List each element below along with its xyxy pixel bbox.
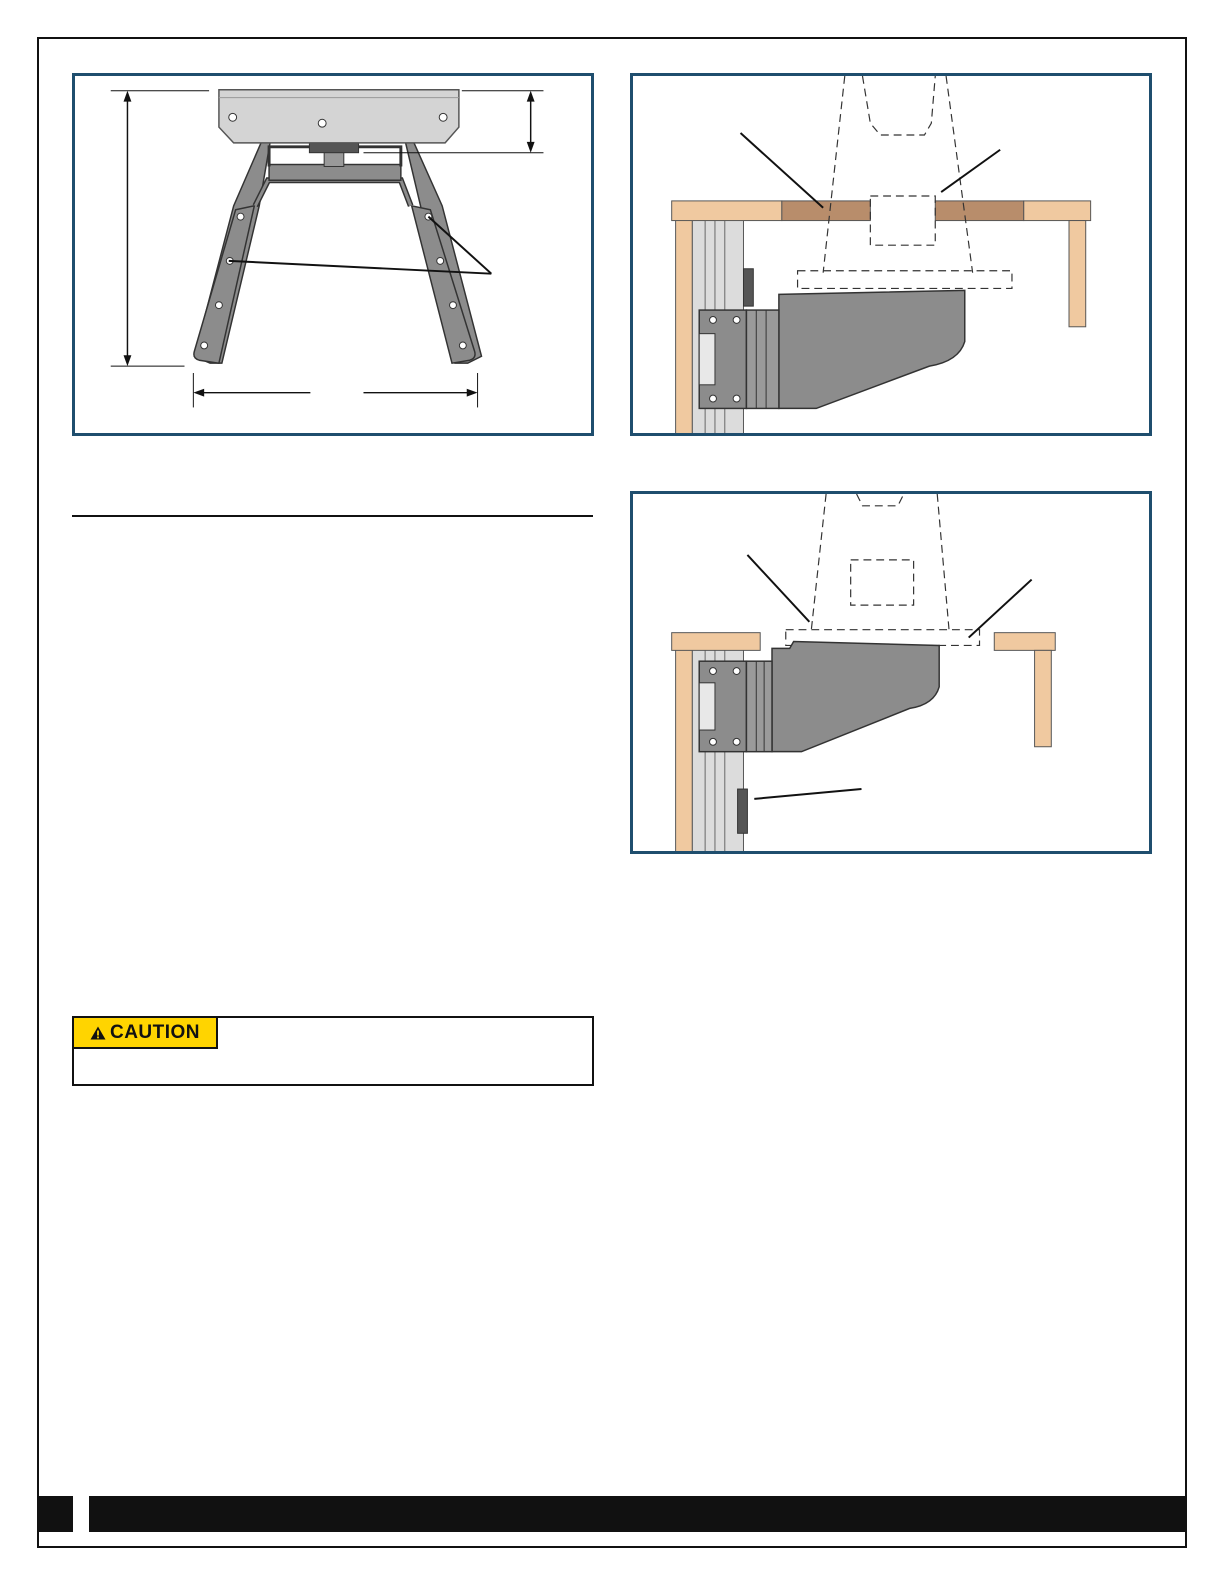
table-leg xyxy=(1035,650,1052,746)
leg-hole xyxy=(215,302,222,309)
leader-line xyxy=(741,133,824,208)
arrow-head xyxy=(527,91,535,102)
bracket-install-figure-2 xyxy=(630,491,1152,854)
caution-badge xyxy=(74,1018,218,1049)
machine-outline xyxy=(851,560,914,605)
left-leg-strap xyxy=(194,206,254,363)
install-drawing-1 xyxy=(633,76,1149,433)
column-block xyxy=(743,269,753,306)
arrow-head xyxy=(124,91,132,102)
bracket-knob xyxy=(309,143,358,153)
bracket-frame xyxy=(255,180,410,206)
board-light xyxy=(1024,201,1091,221)
mount-hole xyxy=(733,668,740,675)
bracket-body xyxy=(772,642,939,752)
machine-outline xyxy=(862,76,935,135)
section-rule xyxy=(72,515,593,517)
leg-hole xyxy=(437,257,444,264)
leg-hole xyxy=(459,342,466,349)
wood-post xyxy=(676,646,693,851)
warning-triangle-icon xyxy=(90,1026,106,1040)
leader-line xyxy=(969,580,1032,638)
mount-hole xyxy=(733,395,740,402)
mount-slot xyxy=(699,334,715,385)
arrow-head xyxy=(124,355,132,366)
caution-box xyxy=(72,1016,594,1086)
plate-hole xyxy=(318,119,326,127)
mount-hole xyxy=(710,738,717,745)
arrow-head xyxy=(527,142,535,153)
bracket-mount-ribs xyxy=(746,310,778,408)
machine-base-outline xyxy=(798,271,1012,289)
bracket-dimension-drawing xyxy=(75,76,591,433)
plate-hole xyxy=(229,113,237,121)
leader-line xyxy=(941,150,1000,192)
board-light xyxy=(672,633,761,651)
arrow-head xyxy=(467,389,478,397)
board-dark xyxy=(935,201,1024,221)
bracket-dimension-figure xyxy=(72,73,594,436)
mount-hole xyxy=(733,738,740,745)
machine-outline xyxy=(811,494,949,630)
mount-hole xyxy=(733,316,740,323)
board-light xyxy=(994,633,1055,651)
footer-bar xyxy=(89,1496,1187,1532)
leader-line xyxy=(754,789,861,799)
machine-outline xyxy=(857,494,904,506)
mount-hole xyxy=(710,316,717,323)
board-light xyxy=(672,201,782,221)
leg-hole xyxy=(201,342,208,349)
footer-page-tab xyxy=(37,1496,73,1532)
bracket-mount-ribs xyxy=(746,661,772,751)
caution-label: CAUTION xyxy=(109,1021,201,1043)
board-dark xyxy=(782,201,871,221)
arrow-head xyxy=(193,389,204,397)
plate-hole xyxy=(439,113,447,121)
bracket-body xyxy=(779,290,965,408)
leader-line xyxy=(747,555,809,622)
bracket-frame-inner xyxy=(255,180,410,206)
mount-hole xyxy=(710,668,717,675)
machine-outline xyxy=(823,76,972,273)
leg-hole xyxy=(450,302,457,309)
mount-hole xyxy=(710,395,717,402)
column-block xyxy=(738,789,748,833)
table-leg xyxy=(1069,221,1086,327)
install-drawing-2 xyxy=(633,494,1149,851)
wood-post xyxy=(676,219,693,433)
bracket-install-figure-1 xyxy=(630,73,1152,436)
mount-slot xyxy=(699,683,715,730)
machine-outline xyxy=(870,196,935,245)
leg-hole xyxy=(237,213,244,220)
